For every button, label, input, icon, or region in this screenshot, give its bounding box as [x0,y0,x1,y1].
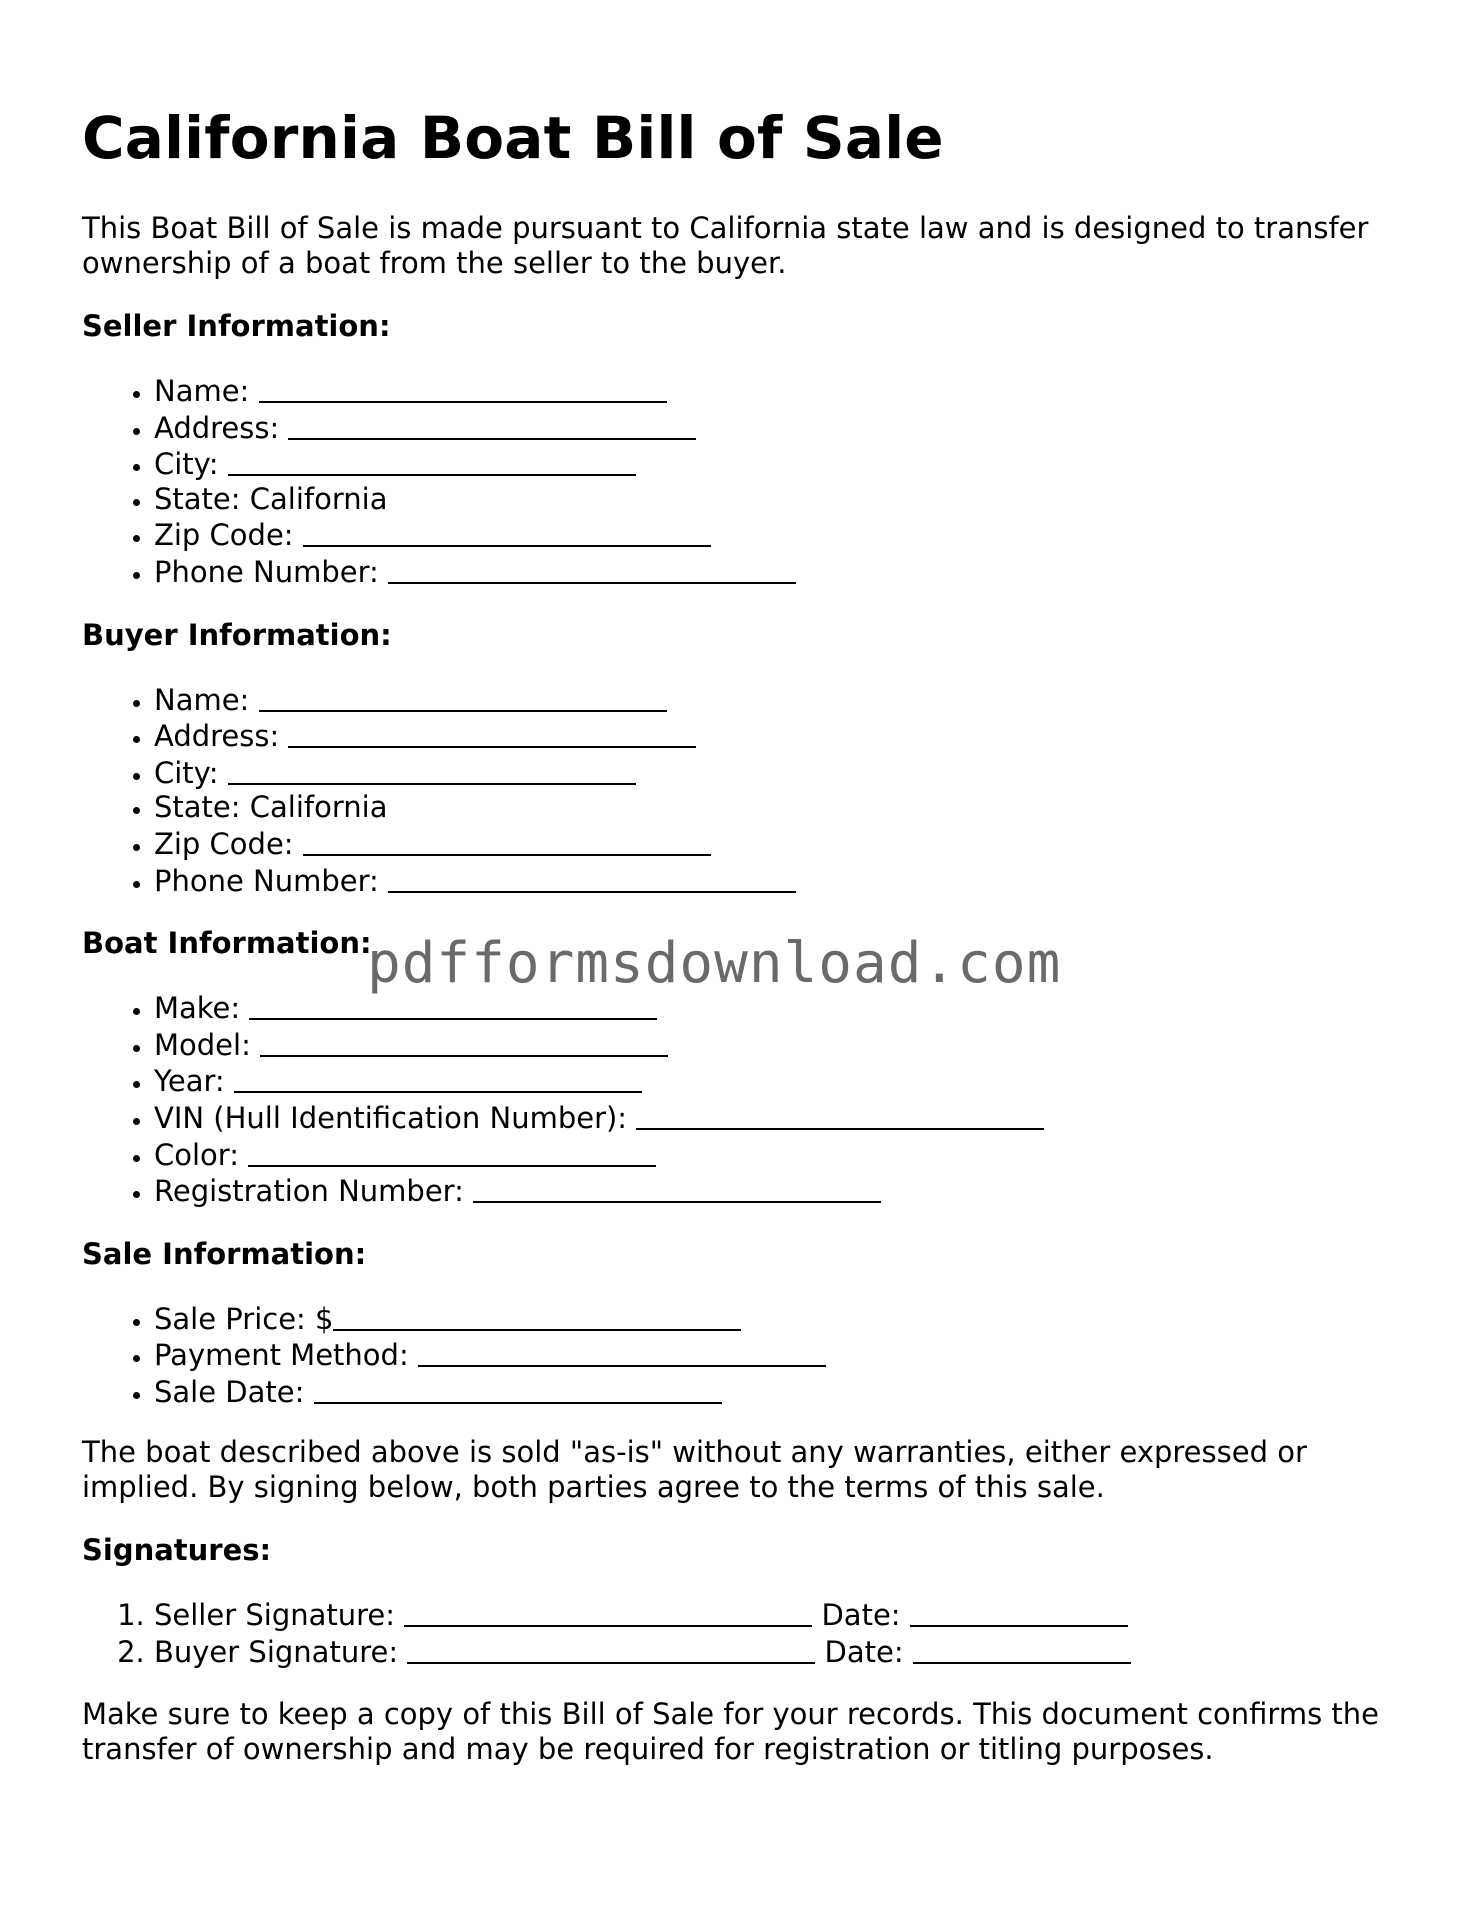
buyer-signature-item [154,1633,1412,1670]
buyer-date-label: Date: [824,1635,904,1670]
sale-price-field[interactable] [333,1300,741,1331]
buyer-city-item [154,754,1412,791]
seller-heading: Seller Information: [82,309,391,343]
signatures-list [82,1596,1412,1669]
seller-address-item [154,409,1412,446]
boat-make-field[interactable] [249,989,657,1020]
seller-name-label: Name: [154,374,250,408]
boat-registration-item [154,1172,1412,1209]
buyer-zip-field[interactable] [303,825,711,856]
buyer-fields-list [82,681,1412,899]
sale-payment-label: Payment Method: [154,1338,409,1373]
boat-registration-label: Registration Number: [154,1174,464,1209]
boat-color-field[interactable] [248,1136,656,1167]
seller-city-item [154,445,1412,482]
document-page [82,0,1412,1767]
boat-year-label: Year: [154,1064,225,1099]
buyer-address-item [154,717,1412,754]
buyer-address-field[interactable] [288,717,696,748]
buyer-phone-label: Phone Number: [154,863,379,898]
sale-price-label: Sale Price: $ [154,1301,334,1336]
sale-date-field[interactable] [314,1373,722,1404]
buyer-city-label: City: [154,755,219,790]
seller-phone-label: Phone Number: [154,554,379,589]
boat-year-item [154,1062,1412,1099]
seller-phone-field[interactable] [388,553,796,584]
seller-fields-list [82,372,1412,590]
boat-vin-label: VIN (Hull Identification Number): [154,1100,628,1135]
buyer-name-label: Name: [154,682,250,717]
watermark: pdfformsdownload.com [367,931,1062,996]
boat-make-item [154,989,1412,1026]
boat-year-field[interactable] [234,1062,642,1093]
seller-signature-item [154,1596,1412,1633]
buyer-name-field[interactable] [259,681,667,712]
boat-model-item [154,1026,1412,1063]
boat-fields-list [82,989,1412,1209]
seller-city-field[interactable] [228,445,636,476]
seller-state-item [154,482,1412,517]
seller-city-label: City: [154,447,219,482]
seller-signature-label: Seller Signature: [154,1598,396,1633]
seller-signature-field[interactable] [404,1596,812,1627]
as-is-paragraph: The boat described above is sold "as-is" without any warranties, either expressed or implied. By signing below, both parties agree to the terms of this sale. [82,1435,1307,1505]
seller-name-item [154,372,1412,409]
sale-payment-field[interactable] [418,1336,826,1367]
boat-model-field[interactable] [260,1026,668,1057]
buyer-heading: Buyer Information: [82,617,392,652]
seller-zip-field[interactable] [303,516,711,547]
boat-make-label: Make: [154,991,241,1026]
buyer-address-label: Address: [154,719,280,754]
buyer-phone-field[interactable] [388,862,796,893]
buyer-zip-label: Zip Code: [154,826,294,861]
seller-date-field[interactable] [910,1596,1128,1627]
boat-vin-field[interactable] [636,1099,1044,1130]
sale-date-item [154,1373,1412,1410]
seller-address-label: Address: [154,410,280,445]
buyer-date-field[interactable] [913,1633,1131,1664]
records-paragraph: Make sure to keep a copy of this Bill of Sale for your records. This document confirms the transfer of ownership and may be required for registration or titling purposes. [82,1696,1379,1766]
intro-paragraph: This Boat Bill of Sale is made pursuant to California state law and is designed to transfer ownership of a boat from the seller to the buyer. [82,211,1369,280]
seller-address-field[interactable] [288,409,696,440]
seller-zip-item [154,516,1412,553]
sale-price-item [154,1300,1412,1337]
buyer-zip-item [154,825,1412,862]
boat-vin-item [154,1099,1412,1136]
seller-state-label: State: California [154,481,388,516]
boat-heading: Boat Information: [82,926,372,961]
boat-color-item [154,1136,1412,1173]
boat-registration-field[interactable] [473,1172,881,1203]
buyer-state-label: State: California [154,790,388,825]
sale-heading: Sale Information: [82,1236,367,1271]
buyer-city-field[interactable] [228,754,636,785]
seller-phone-item [154,553,1412,590]
seller-zip-label: Zip Code: [154,518,294,553]
sale-fields-list [82,1300,1412,1410]
buyer-phone-item [154,862,1412,899]
buyer-state-item [154,790,1412,825]
seller-date-label: Date: [821,1598,901,1633]
buyer-name-item [154,681,1412,718]
boat-model-label: Model: [154,1027,251,1062]
buyer-signature-field[interactable] [407,1633,815,1664]
seller-name-field[interactable] [259,372,667,403]
buyer-signature-label: Buyer Signature: [154,1635,399,1670]
signatures-heading: Signatures: [82,1533,272,1568]
boat-color-label: Color: [154,1137,239,1172]
page-title: California Boat Bill of Sale [82,104,944,172]
sale-date-label: Sale Date: [154,1374,305,1409]
sale-payment-item [154,1336,1412,1373]
